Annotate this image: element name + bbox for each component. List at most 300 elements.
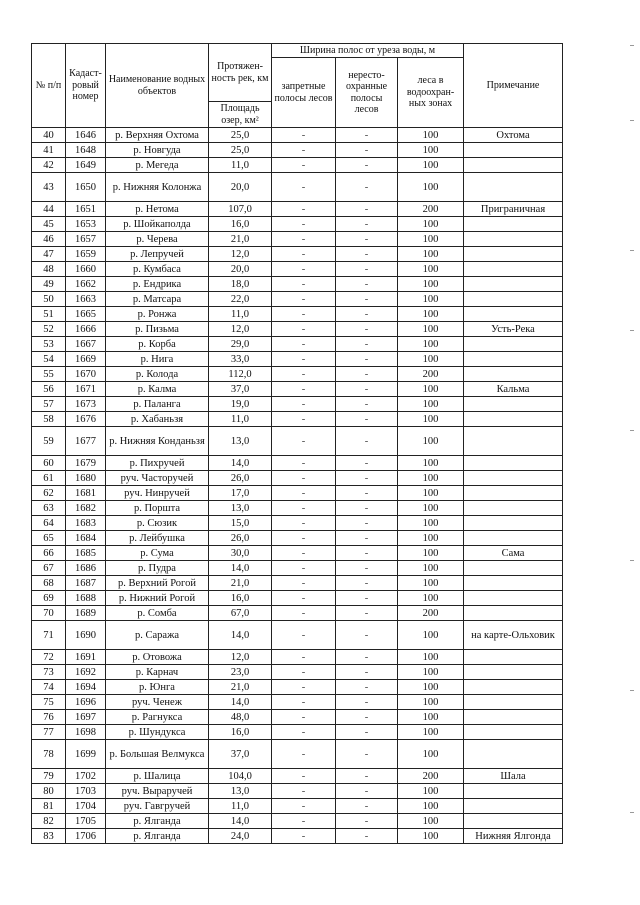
forbidden-width: -: [272, 665, 336, 680]
header-forbidden: запретные полосы лесов: [272, 58, 336, 128]
length-value: 18,0: [209, 277, 272, 292]
header-cadastral: Кадаст-ровый номер: [66, 44, 106, 128]
cadastral-number: 1659: [66, 247, 106, 262]
table-row: [32, 427, 563, 456]
cadastral-number: 1702: [66, 769, 106, 784]
water-object-name: р. Ендрика: [106, 277, 209, 292]
table-row: [32, 710, 563, 725]
spawning-width: -: [336, 546, 398, 561]
water-object-name: р. Отовожа: [106, 650, 209, 665]
row-number: 53: [32, 337, 66, 352]
row-number: 68: [32, 576, 66, 591]
water-object-name: руч. Гавгручей: [106, 799, 209, 814]
cadastral-number: 1660: [66, 262, 106, 277]
note: [464, 486, 563, 501]
table-row: [32, 665, 563, 680]
length-value: 11,0: [209, 412, 272, 427]
cadastral-number: 1677: [66, 427, 106, 456]
water-protection-width: 100: [398, 576, 464, 591]
table-row: [32, 307, 563, 322]
spawning-width: -: [336, 829, 398, 844]
note: [464, 576, 563, 591]
table-row: [32, 128, 563, 143]
water-protection-width: 100: [398, 591, 464, 606]
spawning-width: -: [336, 680, 398, 695]
table-row: [32, 292, 563, 307]
water-protection-width: 100: [398, 262, 464, 277]
spawning-width: -: [336, 143, 398, 158]
note: [464, 217, 563, 232]
spawning-width: -: [336, 456, 398, 471]
forbidden-width: -: [272, 292, 336, 307]
water-protection-width: 100: [398, 501, 464, 516]
note: [464, 561, 563, 576]
cadastral-number: 1648: [66, 143, 106, 158]
water-object-name: р. Нига: [106, 352, 209, 367]
forbidden-width: -: [272, 680, 336, 695]
length-value: 104,0: [209, 769, 272, 784]
table-row: [32, 784, 563, 799]
note: Нижняя Ялгонда: [464, 829, 563, 844]
water-protection-width: 200: [398, 606, 464, 621]
length-value: 17,0: [209, 486, 272, 501]
scan-mark: [630, 45, 634, 46]
cadastral-number: 1680: [66, 471, 106, 486]
forbidden-width: -: [272, 128, 336, 143]
forbidden-width: -: [272, 486, 336, 501]
cadastral-number: 1692: [66, 665, 106, 680]
cadastral-number: 1686: [66, 561, 106, 576]
row-number: 73: [32, 665, 66, 680]
length-value: 21,0: [209, 680, 272, 695]
water-object-name: р. Нижний Рогой: [106, 591, 209, 606]
note: [464, 397, 563, 412]
row-number: 41: [32, 143, 66, 158]
row-number: 79: [32, 769, 66, 784]
row-number: 48: [32, 262, 66, 277]
row-number: 77: [32, 725, 66, 740]
scan-mark: [630, 560, 634, 561]
water-protection-width: 100: [398, 561, 464, 576]
water-object-name: р. Верхняя Охтома: [106, 128, 209, 143]
cadastral-number: 1704: [66, 799, 106, 814]
cadastral-number: 1706: [66, 829, 106, 844]
forbidden-width: -: [272, 561, 336, 576]
forbidden-width: -: [272, 247, 336, 262]
forbidden-width: -: [272, 412, 336, 427]
spawning-width: -: [336, 591, 398, 606]
spawning-width: -: [336, 740, 398, 769]
water-protection-width: 100: [398, 292, 464, 307]
table-row: [32, 740, 563, 769]
cadastral-number: 1665: [66, 307, 106, 322]
row-number: 51: [32, 307, 66, 322]
spawning-width: -: [336, 710, 398, 725]
water-object-name: р. Ронжа: [106, 307, 209, 322]
forbidden-width: -: [272, 799, 336, 814]
length-value: 13,0: [209, 784, 272, 799]
note: [464, 471, 563, 486]
water-object-name: р. Ялганда: [106, 814, 209, 829]
length-value: 20,0: [209, 262, 272, 277]
scan-mark: [630, 812, 634, 813]
spawning-width: -: [336, 173, 398, 202]
row-number: 58: [32, 412, 66, 427]
forbidden-width: -: [272, 710, 336, 725]
forbidden-width: -: [272, 307, 336, 322]
header-water-protection: леса в водоохран-ных зонах: [398, 58, 464, 128]
water-objects-table: [31, 43, 563, 844]
forbidden-width: -: [272, 471, 336, 486]
spawning-width: -: [336, 486, 398, 501]
table-row: [32, 725, 563, 740]
water-protection-width: 100: [398, 456, 464, 471]
water-protection-width: 100: [398, 486, 464, 501]
water-object-name: р. Саража: [106, 621, 209, 650]
length-value: 13,0: [209, 427, 272, 456]
cadastral-number: 1662: [66, 277, 106, 292]
spawning-width: -: [336, 650, 398, 665]
forbidden-width: -: [272, 158, 336, 173]
note: [464, 784, 563, 799]
forbidden-width: -: [272, 740, 336, 769]
note: Охтома: [464, 128, 563, 143]
row-number: 49: [32, 277, 66, 292]
length-value: 26,0: [209, 531, 272, 546]
note: [464, 606, 563, 621]
water-object-name: р. Сюзик: [106, 516, 209, 531]
spawning-width: -: [336, 247, 398, 262]
forbidden-width: -: [272, 725, 336, 740]
length-value: 14,0: [209, 621, 272, 650]
forbidden-width: -: [272, 531, 336, 546]
cadastral-number: 1657: [66, 232, 106, 247]
spawning-width: -: [336, 337, 398, 352]
note: [464, 232, 563, 247]
water-protection-width: 100: [398, 799, 464, 814]
note: [464, 292, 563, 307]
table-row: [32, 769, 563, 784]
forbidden-width: -: [272, 621, 336, 650]
header-area: Площадь озер, км²: [209, 102, 272, 128]
forbidden-width: -: [272, 352, 336, 367]
table-row: [32, 322, 563, 337]
water-object-name: р. Нетома: [106, 202, 209, 217]
length-value: 112,0: [209, 367, 272, 382]
water-protection-width: 100: [398, 412, 464, 427]
length-value: 37,0: [209, 740, 272, 769]
water-protection-width: 100: [398, 307, 464, 322]
cadastral-number: 1651: [66, 202, 106, 217]
note: [464, 337, 563, 352]
water-protection-width: 100: [398, 173, 464, 202]
length-value: 12,0: [209, 650, 272, 665]
forbidden-width: -: [272, 650, 336, 665]
cadastral-number: 1690: [66, 621, 106, 650]
table-row: [32, 217, 563, 232]
note: Шала: [464, 769, 563, 784]
forbidden-width: -: [272, 829, 336, 844]
table-row: [32, 561, 563, 576]
note: [464, 814, 563, 829]
length-value: 16,0: [209, 591, 272, 606]
table-row: [32, 695, 563, 710]
water-protection-width: 100: [398, 337, 464, 352]
spawning-width: -: [336, 814, 398, 829]
row-number: 40: [32, 128, 66, 143]
row-number: 76: [32, 710, 66, 725]
table-row: [32, 621, 563, 650]
water-object-name: р. Карнач: [106, 665, 209, 680]
water-protection-width: 100: [398, 158, 464, 173]
cadastral-number: 1699: [66, 740, 106, 769]
length-value: 29,0: [209, 337, 272, 352]
length-value: 16,0: [209, 725, 272, 740]
table-row: [32, 143, 563, 158]
table-row: [32, 397, 563, 412]
table-row: [32, 277, 563, 292]
spawning-width: -: [336, 382, 398, 397]
row-number: 75: [32, 695, 66, 710]
forbidden-width: -: [272, 202, 336, 217]
length-value: 19,0: [209, 397, 272, 412]
row-number: 71: [32, 621, 66, 650]
water-object-name: р. Поршта: [106, 501, 209, 516]
note: [464, 456, 563, 471]
forbidden-width: -: [272, 501, 336, 516]
cadastral-number: 1669: [66, 352, 106, 367]
row-number: 43: [32, 173, 66, 202]
row-number: 44: [32, 202, 66, 217]
table-row: [32, 262, 563, 277]
row-number: 70: [32, 606, 66, 621]
cadastral-number: 1691: [66, 650, 106, 665]
table-row: [32, 814, 563, 829]
note: [464, 247, 563, 262]
water-protection-width: 100: [398, 725, 464, 740]
note: [464, 501, 563, 516]
header-number: № п/п: [32, 44, 66, 128]
cadastral-number: 1681: [66, 486, 106, 501]
forbidden-width: -: [272, 143, 336, 158]
cadastral-number: 1696: [66, 695, 106, 710]
length-value: 26,0: [209, 471, 272, 486]
length-value: 14,0: [209, 695, 272, 710]
note: [464, 352, 563, 367]
cadastral-number: 1684: [66, 531, 106, 546]
row-number: 56: [32, 382, 66, 397]
scan-mark: [630, 690, 634, 691]
row-number: 69: [32, 591, 66, 606]
table-row: [32, 247, 563, 262]
spawning-width: -: [336, 471, 398, 486]
note: [464, 277, 563, 292]
row-number: 45: [32, 217, 66, 232]
spawning-width: -: [336, 412, 398, 427]
row-number: 46: [32, 232, 66, 247]
length-value: 24,0: [209, 829, 272, 844]
forbidden-width: -: [272, 814, 336, 829]
table-row: [32, 412, 563, 427]
water-object-name: руч. Выраручей: [106, 784, 209, 799]
spawning-width: -: [336, 784, 398, 799]
spawning-width: -: [336, 158, 398, 173]
spawning-width: -: [336, 725, 398, 740]
row-number: 66: [32, 546, 66, 561]
document-page: [31, 43, 562, 844]
water-protection-width: 100: [398, 740, 464, 769]
spawning-width: -: [336, 352, 398, 367]
length-value: 67,0: [209, 606, 272, 621]
note: Сама: [464, 546, 563, 561]
forbidden-width: -: [272, 606, 336, 621]
water-protection-width: 100: [398, 217, 464, 232]
water-protection-width: 200: [398, 769, 464, 784]
row-number: 82: [32, 814, 66, 829]
water-protection-width: 100: [398, 128, 464, 143]
table-body: [32, 128, 563, 844]
forbidden-width: -: [272, 546, 336, 561]
water-object-name: р. Шалица: [106, 769, 209, 784]
water-protection-width: 100: [398, 695, 464, 710]
water-object-name: р. Верхний Рогой: [106, 576, 209, 591]
note: [464, 173, 563, 202]
water-protection-width: 100: [398, 352, 464, 367]
row-number: 52: [32, 322, 66, 337]
forbidden-width: -: [272, 367, 336, 382]
note: [464, 412, 563, 427]
water-protection-width: 100: [398, 814, 464, 829]
cadastral-number: 1689: [66, 606, 106, 621]
cadastral-number: 1703: [66, 784, 106, 799]
table-row: [32, 829, 563, 844]
forbidden-width: -: [272, 397, 336, 412]
length-value: 30,0: [209, 546, 272, 561]
forbidden-width: -: [272, 322, 336, 337]
water-object-name: р. Калма: [106, 382, 209, 397]
forbidden-width: -: [272, 173, 336, 202]
water-protection-width: 100: [398, 397, 464, 412]
note: [464, 680, 563, 695]
length-value: 25,0: [209, 128, 272, 143]
water-protection-width: 100: [398, 546, 464, 561]
row-number: 59: [32, 427, 66, 456]
note: [464, 158, 563, 173]
forbidden-width: -: [272, 427, 336, 456]
water-protection-width: 200: [398, 367, 464, 382]
forbidden-width: -: [272, 337, 336, 352]
table-row: [32, 367, 563, 382]
forbidden-width: -: [272, 769, 336, 784]
row-number: 72: [32, 650, 66, 665]
row-number: 74: [32, 680, 66, 695]
header-width-group: Ширина полос от уреза воды, м: [272, 44, 464, 58]
header-spawning: нересто-охранные полосы лесов: [336, 58, 398, 128]
note: Кальма: [464, 382, 563, 397]
spawning-width: -: [336, 307, 398, 322]
table-row: [32, 650, 563, 665]
table-row: [32, 680, 563, 695]
spawning-width: -: [336, 516, 398, 531]
water-object-name: р. Большая Велмукса: [106, 740, 209, 769]
table-row: [32, 352, 563, 367]
table-row: [32, 486, 563, 501]
table-row: [32, 158, 563, 173]
row-number: 78: [32, 740, 66, 769]
forbidden-width: -: [272, 695, 336, 710]
water-protection-width: 100: [398, 710, 464, 725]
cadastral-number: 1685: [66, 546, 106, 561]
cadastral-number: 1694: [66, 680, 106, 695]
water-protection-width: 100: [398, 277, 464, 292]
water-object-name: руч. Часторучей: [106, 471, 209, 486]
note: [464, 262, 563, 277]
length-value: 16,0: [209, 217, 272, 232]
table-row: [32, 471, 563, 486]
length-value: 13,0: [209, 501, 272, 516]
water-protection-width: 100: [398, 650, 464, 665]
length-value: 14,0: [209, 814, 272, 829]
scan-mark: [630, 120, 634, 121]
spawning-width: -: [336, 322, 398, 337]
table-row: [32, 516, 563, 531]
note: на карте-Ольховик: [464, 621, 563, 650]
row-number: 47: [32, 247, 66, 262]
water-protection-width: 100: [398, 427, 464, 456]
cadastral-number: 1666: [66, 322, 106, 337]
length-value: 48,0: [209, 710, 272, 725]
row-number: 83: [32, 829, 66, 844]
note: [464, 591, 563, 606]
cadastral-number: 1676: [66, 412, 106, 427]
table-row: [32, 337, 563, 352]
row-number: 54: [32, 352, 66, 367]
water-protection-width: 100: [398, 621, 464, 650]
water-protection-width: 100: [398, 471, 464, 486]
spawning-width: -: [336, 695, 398, 710]
cadastral-number: 1673: [66, 397, 106, 412]
length-value: 12,0: [209, 247, 272, 262]
water-object-name: руч. Ченеж: [106, 695, 209, 710]
water-protection-width: 100: [398, 232, 464, 247]
length-value: 23,0: [209, 665, 272, 680]
cadastral-number: 1688: [66, 591, 106, 606]
spawning-width: -: [336, 665, 398, 680]
length-value: 11,0: [209, 799, 272, 814]
row-number: 42: [32, 158, 66, 173]
water-object-name: руч. Нинручей: [106, 486, 209, 501]
water-protection-width: 100: [398, 680, 464, 695]
cadastral-number: 1679: [66, 456, 106, 471]
spawning-width: -: [336, 531, 398, 546]
spawning-width: -: [336, 501, 398, 516]
cadastral-number: 1650: [66, 173, 106, 202]
spawning-width: -: [336, 769, 398, 784]
length-value: 37,0: [209, 382, 272, 397]
cadastral-number: 1682: [66, 501, 106, 516]
cadastral-number: 1697: [66, 710, 106, 725]
note: [464, 307, 563, 322]
water-object-name: р. Пудра: [106, 561, 209, 576]
water-protection-width: 100: [398, 516, 464, 531]
forbidden-width: -: [272, 516, 336, 531]
water-protection-width: 100: [398, 829, 464, 844]
note: [464, 531, 563, 546]
cadastral-number: 1698: [66, 725, 106, 740]
water-object-name: р. Нижняя Конданьзя: [106, 427, 209, 456]
forbidden-width: -: [272, 456, 336, 471]
spawning-width: -: [336, 397, 398, 412]
